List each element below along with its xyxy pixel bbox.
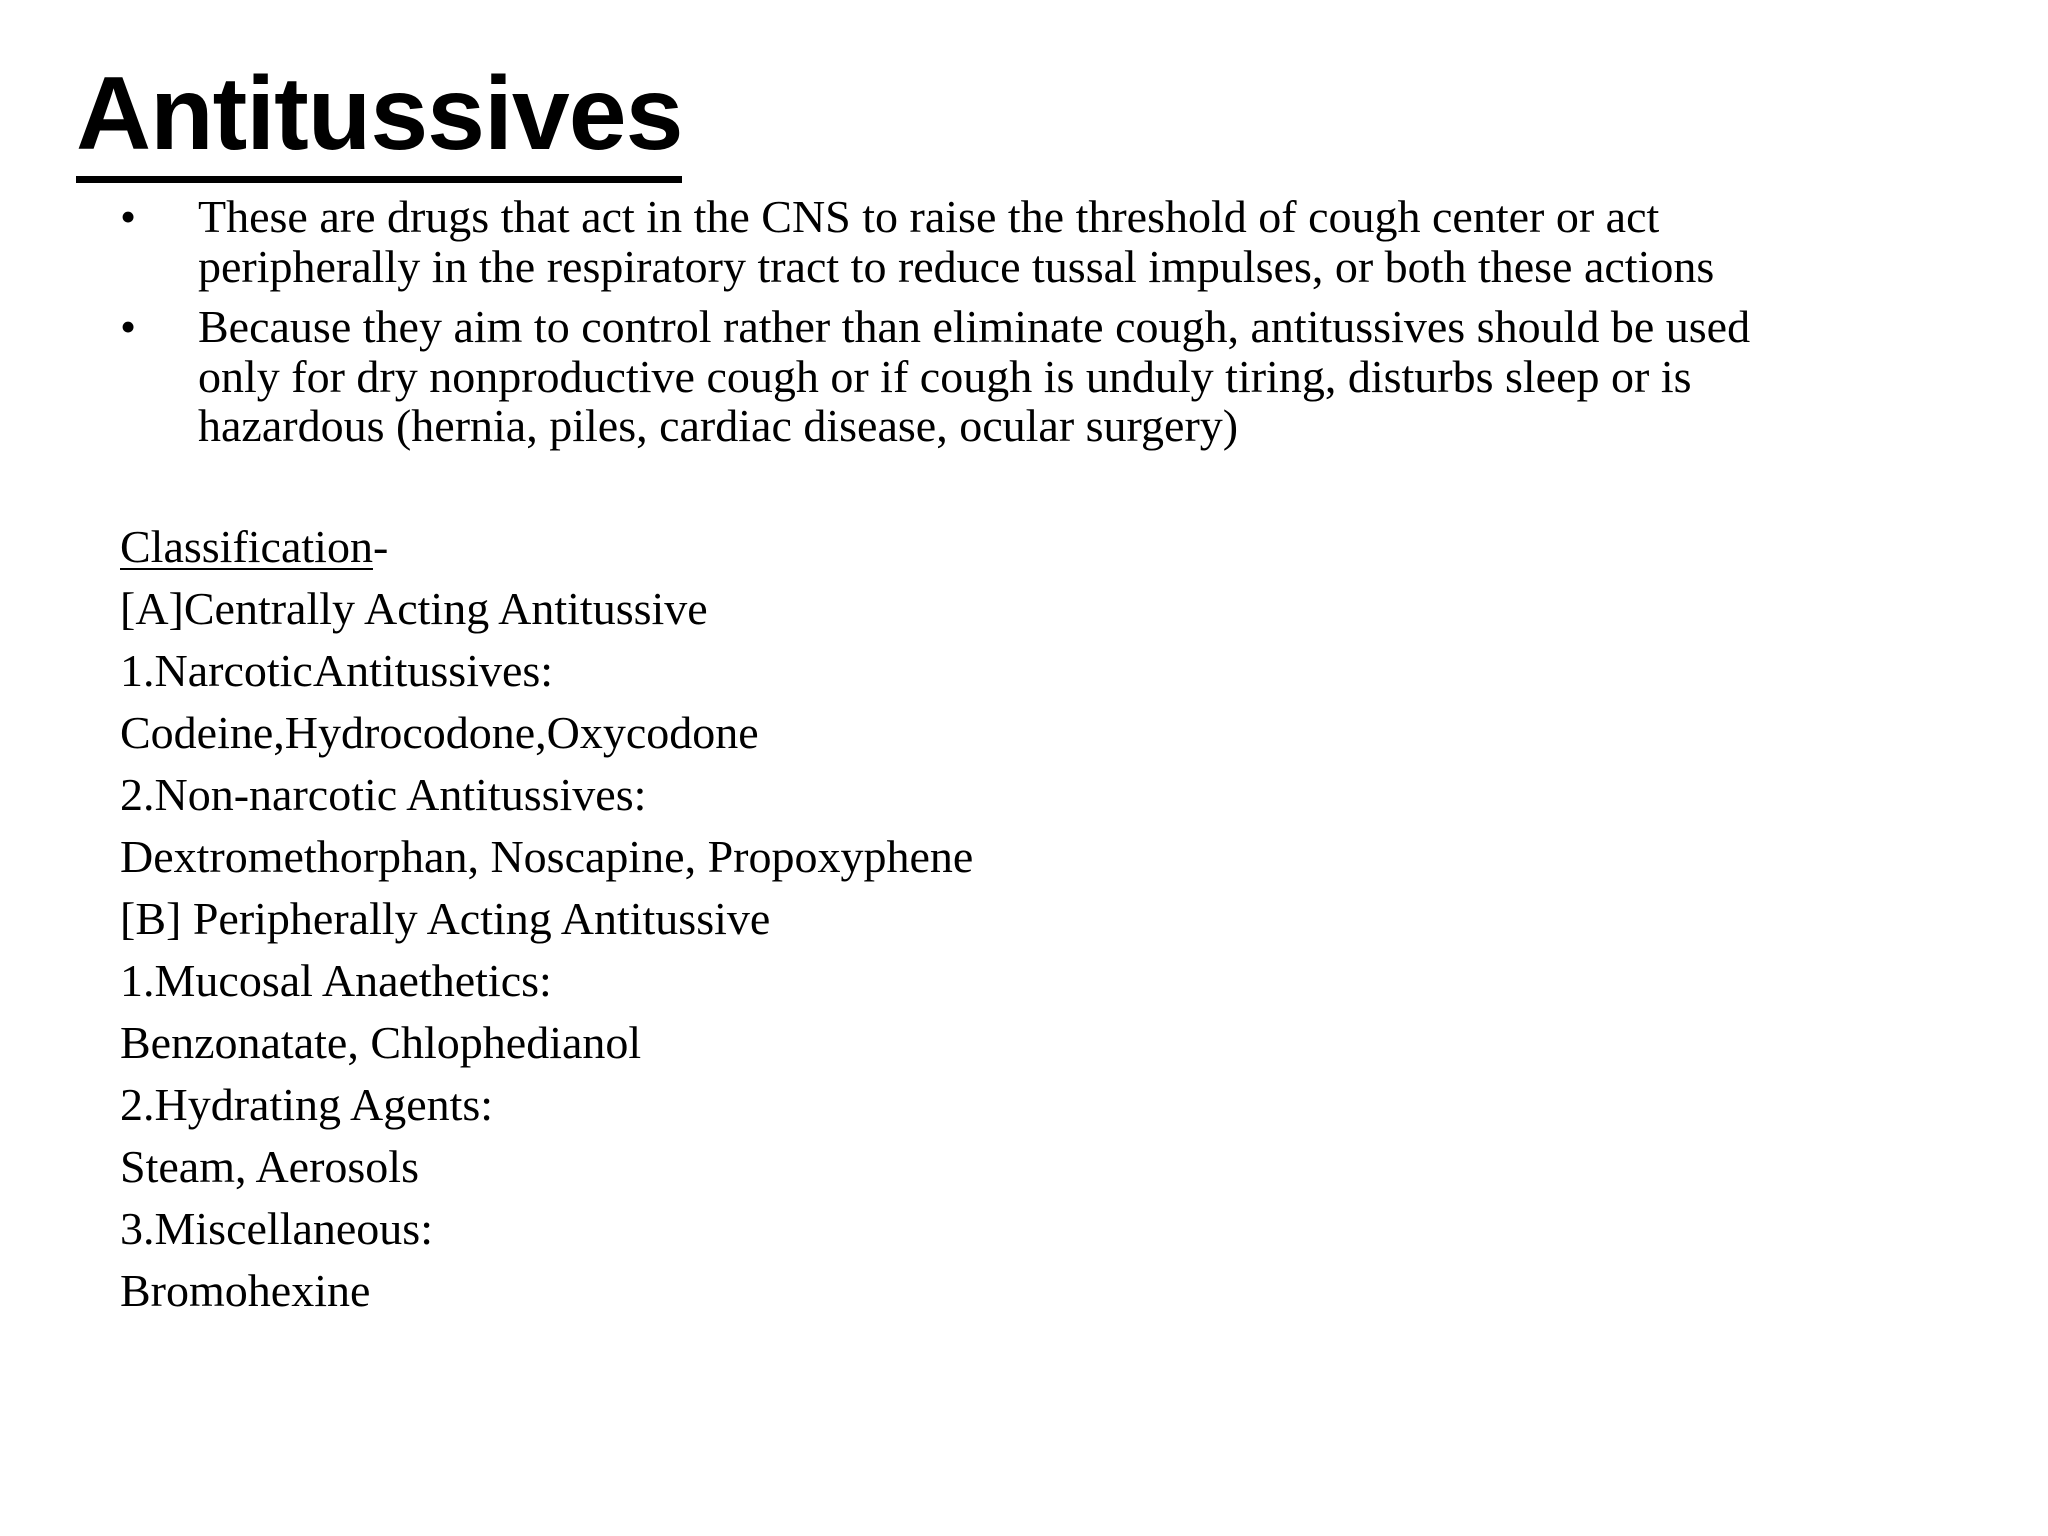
classification-heading: Classification: [120, 521, 373, 572]
bullet-item: [120, 192, 1840, 291]
bullet-text: These are drugs that act in the CNS to raise the threshold of cough center or act peripherally in the respiratory tract to reduce tussal impulses, or both these actions: [198, 191, 1715, 292]
classification-subheading: 3.Miscellaneous:: [120, 1203, 433, 1254]
classification-section: [120, 516, 1820, 1322]
classification-subheading: 2.Hydrating Agents:: [120, 1079, 494, 1130]
classification-drugs: Bromohexine: [120, 1265, 371, 1316]
classification-group-a: [A]Centrally Acting Antitussive: [120, 583, 708, 634]
bullet-marker: •: [120, 191, 137, 242]
classification-heading-suffix: -: [372, 521, 389, 572]
classification-subheading: 1.NarcoticAntitussives:: [120, 645, 554, 696]
bullet-text: Because they aim to control rather than eliminate cough, antitussives should be used only for dry nonproductive cough or if cough is unduly tiring, disturbs sleep or is hazardous (hernia, piles, cardiac disease, ocular surgery): [198, 301, 1751, 451]
classification-subheading: 1.Mucosal Anaethetics:: [120, 955, 552, 1006]
classification-group-b: [B] Peripherally Acting Antitussive: [120, 893, 771, 944]
classification-drugs: Dextromethorphan, Noscapine, Propoxyphene: [120, 831, 974, 882]
classification-drugs: Steam, Aerosols: [120, 1141, 419, 1192]
classification-drugs: Codeine,Hydrocodone,Oxycodone: [120, 707, 759, 758]
slide-title: Antitussives: [76, 52, 682, 183]
bullet-marker: •: [120, 301, 137, 352]
bullet-list: [120, 192, 1840, 462]
classification-subheading: 2.Non-narcotic Antitussives:: [120, 769, 647, 820]
classification-drugs: Benzonatate, Chlophedianol: [120, 1017, 642, 1068]
bullet-item: [120, 302, 1840, 451]
classification-heading-row: [120, 516, 1820, 578]
